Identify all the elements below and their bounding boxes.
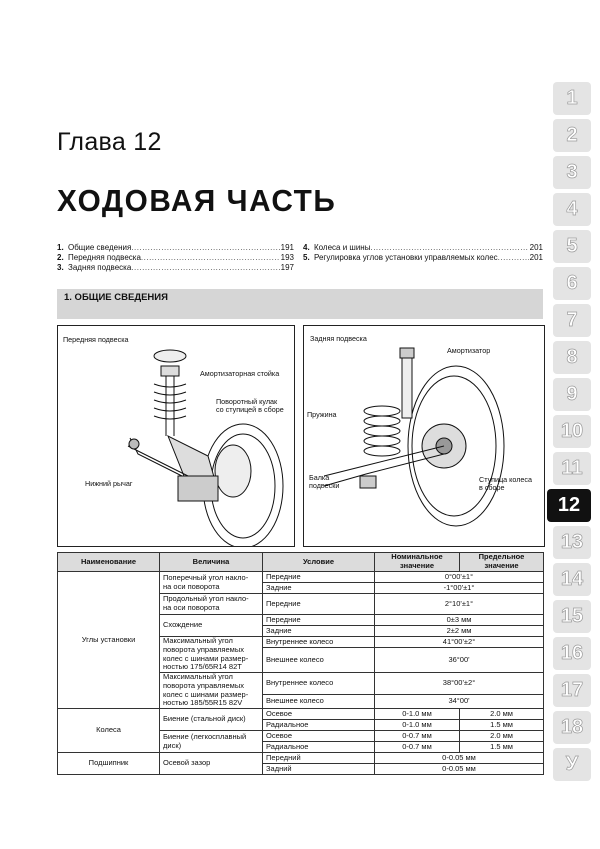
chapter-tab-9[interactable]: 9 [553,378,591,411]
column-header: Наименование [58,553,160,572]
table-cell: 0-1.0 мм [375,709,460,720]
toc-num: 4. [303,243,310,252]
toc-num: 5. [303,253,310,262]
toc-page: 191 [280,243,294,252]
toc-page: 193 [280,253,294,262]
chapter-tab-6[interactable]: 6 [553,267,591,300]
front-suspension-drawing [58,326,294,546]
label-beam: Балка подвески [309,473,340,490]
section-title: 1. ОБЩИЕ СВЕДЕНИЯ [64,292,168,303]
chapter-tab-15[interactable]: 15 [553,600,591,633]
toc-page: 201 [529,243,543,252]
toc-leader [131,243,279,253]
table-cell: Поперечный угол накло- на оси поворота [160,572,263,594]
toc-label: Регулировка углов установки управляемых колес [314,253,498,262]
column-header: Предельное значение [460,553,544,572]
table-cell: Внутреннее колесо [263,637,375,648]
table-cell: 2.0 мм [460,731,544,742]
toc-item[interactable] [57,263,294,273]
toc-left [57,243,294,273]
toc-leader [141,253,280,263]
table-cell: Осевое [263,731,375,742]
table-row [58,709,544,720]
table-cell: Радиальное [263,742,375,753]
table-cell: 41°00'±2° [375,637,544,648]
toc-num: 1. [57,243,64,252]
toc-label: Колеса и шины [314,243,371,252]
specifications-table [57,552,544,775]
toc-leader [498,253,529,263]
page-title: ХОДОВАЯ ЧАСТЬ [57,183,337,218]
label-spring: Пружина [307,410,337,419]
table-cell: Продольный угол накло- на оси поворота [160,594,263,615]
table-header-row [58,553,544,572]
table-cell: 36°00' [375,648,544,673]
figure-caption: Передняя подвеска [63,335,129,344]
chapter-tab-18[interactable]: 18 [553,711,591,744]
toc-right [303,243,543,263]
table-cell: Задние [263,626,375,637]
table-cell: Передние [263,615,375,626]
chapter-tab-12-active[interactable]: 12 [547,489,591,522]
table-cell: Биение (стальной диск) [160,709,263,731]
table-cell: Осевой зазор [160,753,263,775]
table-row [58,753,544,764]
toc-item[interactable] [303,253,543,263]
table-cell: Задний [263,764,375,775]
toc-label: Общие сведения [68,243,132,252]
table-cell: 0-1.0 мм [375,720,460,731]
toc-leader [131,263,279,273]
toc-label: Задняя подвеска [68,263,132,272]
label-shock-absorber: Амортизатор [447,346,491,355]
table-cell: Внешнее колесо [263,648,375,673]
label-wheel-hub: Ступица колеса в сборе [479,475,533,492]
toc-page: 201 [529,253,543,262]
table-cell: 0±3 мм [375,615,544,626]
chapter-tab-17[interactable]: 17 [553,674,591,707]
rear-suspension-figure [303,325,545,547]
table-cell: Передние [263,572,375,583]
table-cell: Внутреннее колесо [263,673,375,695]
table-cell: 38°00'±2° [375,673,544,695]
table-cell: Передние [263,594,375,615]
figure-caption: Задняя подвеска [310,334,367,343]
toc-item[interactable] [57,243,294,253]
chapter-heading: Глава 12 [57,128,162,156]
table-cell: Задние [263,583,375,594]
chapter-tab-4[interactable]: 4 [553,193,591,226]
toc-page: 197 [280,263,294,272]
table-cell: 1.5 мм [460,742,544,753]
table-cell: -1°00'±1° [375,583,544,594]
chapter-tab-16[interactable]: 16 [553,637,591,670]
table-cell: Подшипник [58,753,160,775]
chapter-tab-11[interactable]: 11 [553,452,591,485]
label-lower-arm: Нижний рычаг [85,479,133,488]
table-cell: Осевое [263,709,375,720]
table-cell: 0-0.05 мм [375,753,544,764]
table-cell: Максимальный угол поворота управляемых колес с шинами размер- ностью 185/55R15 82V [160,673,263,709]
section-header [57,289,543,319]
table-cell: 0°00'±1° [375,572,544,583]
table-cell: 0-0.05 мм [375,764,544,775]
table-cell: Радиальное [263,720,375,731]
chapter-tab-14[interactable]: 14 [553,563,591,596]
table-cell: 2°10'±1° [375,594,544,615]
column-header: Условие [263,553,375,572]
table-cell: Биение (легкосплавный диск) [160,731,263,753]
chapter-tab-3[interactable]: 3 [553,156,591,189]
chapter-tab-1[interactable]: 1 [553,82,591,115]
toc-num: 3. [57,263,64,272]
toc-label: Передняя подвеска [68,253,141,262]
label-knuckle: Поворотный кулак со ступицей в сборе [216,397,284,414]
chapter-tab-7[interactable]: 7 [553,304,591,337]
chapter-tab-5[interactable]: 5 [553,230,591,263]
front-suspension-figure [57,325,295,547]
table-cell: Максимальный угол поворота управляемых колес с шинами размер- ностью 175/65R14 82T [160,637,263,673]
chapter-tab-appendix[interactable]: У [553,748,591,781]
table-cell: 1.5 мм [460,720,544,731]
table-cell: 0-0.7 мм [375,742,460,753]
table-cell: Колеса [58,709,160,753]
label-strut: Амортизаторная стойка [200,369,280,378]
table-cell: Углы установки [58,572,160,709]
table-row [58,572,544,583]
table-cell: Внешнее колесо [263,695,375,709]
rear-suspension-drawing [304,326,544,546]
toc-num: 2. [57,253,64,262]
chapter-tab-13[interactable]: 13 [553,526,591,559]
table-cell: 2.0 мм [460,709,544,720]
chapter-tab-10[interactable]: 10 [553,415,591,448]
table-cell: 2±2 мм [375,626,544,637]
table-cell: 34°00' [375,695,544,709]
toc-item[interactable] [303,243,543,253]
chapter-tab-2[interactable]: 2 [553,119,591,152]
toc-leader [370,243,528,253]
column-header: Величина [160,553,263,572]
column-header: Номинальное значение [375,553,460,572]
table-cell: Схождение [160,615,263,637]
chapter-tab-8[interactable]: 8 [553,341,591,374]
table-cell: 0-0.7 мм [375,731,460,742]
toc-item[interactable] [57,253,294,263]
table-cell: Передний [263,753,375,764]
